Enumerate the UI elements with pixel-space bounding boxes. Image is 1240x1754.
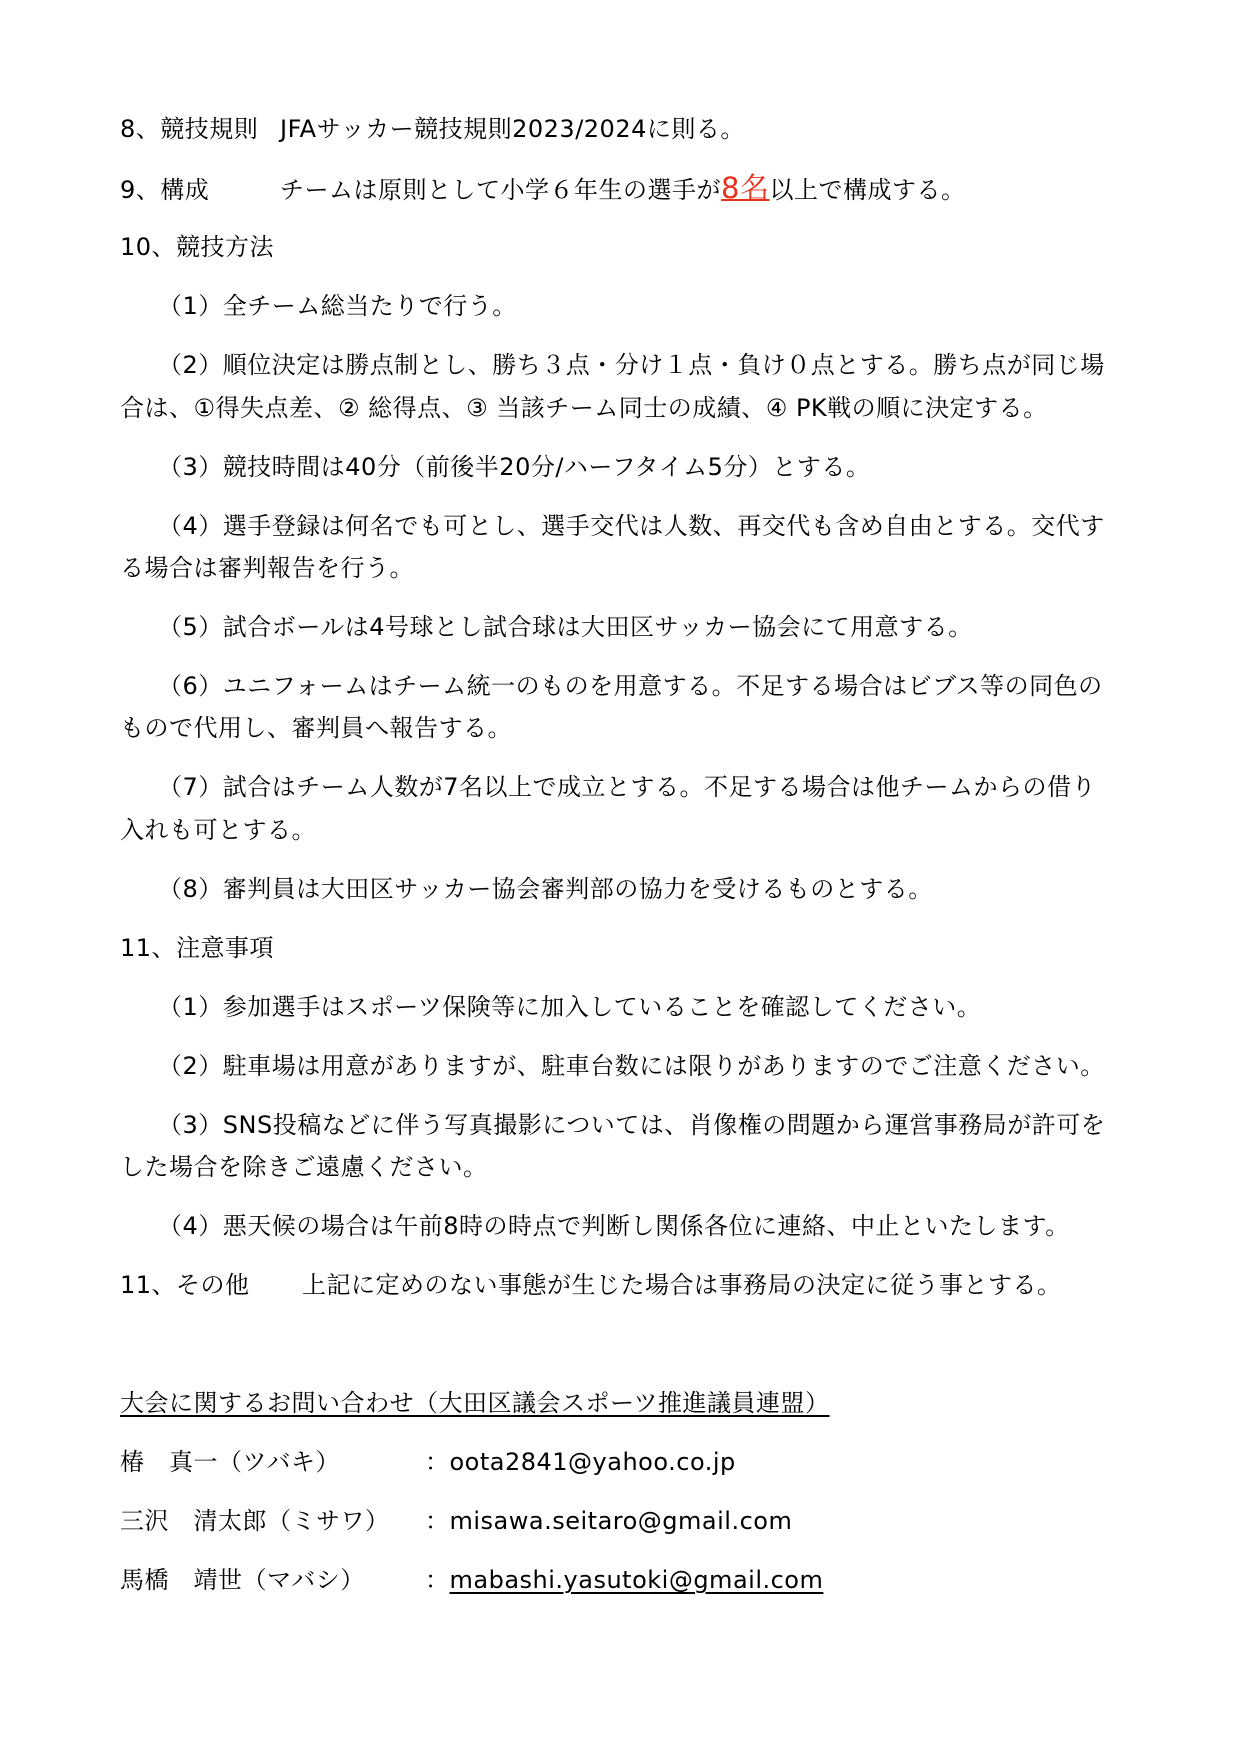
composition-label: 9、構成: [120, 176, 210, 204]
method-p1: （1）全チーム総当たりで行う。: [158, 292, 517, 320]
notes-p1: （1）参加選手はスポーツ保険等に加入していることを確認してください。: [158, 993, 982, 1021]
contact-row: [120, 1447, 920, 1477]
contact-email-prefix: ：mabashi.yasutoki@gmail.com: [425, 1566, 824, 1594]
contact-email: ：oota2841@yahoo.co.jp: [425, 1448, 736, 1476]
notes-p4: （4）悪天候の場合は午前8時の時点で判断し関係各位に連絡、中止といたします。: [158, 1212, 1070, 1240]
method-heading: 10、競技方法: [120, 233, 275, 261]
notes-p3-line2: した場合を除きご遠慮ください。: [120, 1153, 488, 1181]
method-p6-line2: もので代用し、審判員へ報告する。: [120, 714, 512, 742]
rules-text: JFAサッカー競技規則2023/2024に則る。: [280, 115, 745, 143]
rules-label: 8、競技規則: [120, 115, 259, 143]
method-p3: （3）競技時間は40分（前後半20分/ハーフタイム5分）とする。: [158, 453, 871, 481]
other-text: 上記に定めのない事態が生じた場合は事務局の決定に従う事とする。: [302, 1271, 1062, 1299]
composition-text-before: チームは原則として小学６年生の選手が: [280, 176, 721, 204]
contact-row: [120, 1506, 920, 1536]
method-p4-line1: （4）選手登録は何名でも可とし、選手交代は人数、再交代も含め自由とする。交代す: [158, 512, 1105, 540]
composition-highlight: 8名: [721, 171, 770, 205]
method-p7-line2: 入れも可とする。: [120, 816, 316, 844]
notes-heading: 11、注意事項: [120, 934, 275, 962]
contact-name: 椿 真一（ツバキ）: [120, 1448, 341, 1476]
contact-heading: 大会に関するお問い合わせ（大田区議会スポーツ推進議員連盟）: [120, 1389, 830, 1417]
method-p2-line2: 合は、①得失点差、② 総得点、③ 当該チーム同士の成績、④ PK戦の順に決定する。: [120, 394, 1048, 422]
method-p6-line1: （6）ユニフォームはチーム統一のものを用意する。不足する場合はビブス等の同色の: [158, 672, 1103, 700]
rules-line: [120, 114, 745, 144]
method-p7-line1: （7）試合はチーム人数が7名以上で成立とする。不足する場合は他チームからの借り: [158, 773, 1097, 801]
method-p4-line2: る場合は審判報告を行う。: [120, 554, 414, 582]
method-p2-line1: （2）順位決定は勝点制とし、勝ち３点・分け１点・負け０点とする。勝ち点が同じ場: [158, 351, 1105, 379]
contact-email-link[interactable]: mabashi.yasutoki@gmail.com: [449, 1566, 824, 1594]
composition-line: [120, 173, 965, 205]
contact-email: ：misawa.seitaro@gmail.com: [425, 1507, 793, 1535]
contact-name: 三沢 清太郎（ミサワ）: [120, 1507, 390, 1535]
notes-p3-line1: （3）SNS投稿などに伴う写真撮影については、肖像権の問題から運営事務局が許可を: [158, 1111, 1106, 1139]
other-line: [120, 1270, 1062, 1300]
method-p8: （8）審判員は大田区サッカー協会審判部の協力を受けるものとする。: [158, 875, 933, 903]
contact-name: 馬橋 靖世（マバシ）: [120, 1566, 365, 1594]
notes-p2: （2）駐車場は用意がありますが、駐車台数には限りがありますのでご注意ください。: [158, 1052, 1105, 1080]
composition-text-after: 以上で構成する。: [769, 176, 966, 204]
method-p5: （5）試合ボールは4号球とし試合球は大田区サッカー協会にて用意する。: [158, 613, 973, 641]
contact-row: [120, 1565, 920, 1595]
other-label: 11、その他: [120, 1271, 250, 1299]
